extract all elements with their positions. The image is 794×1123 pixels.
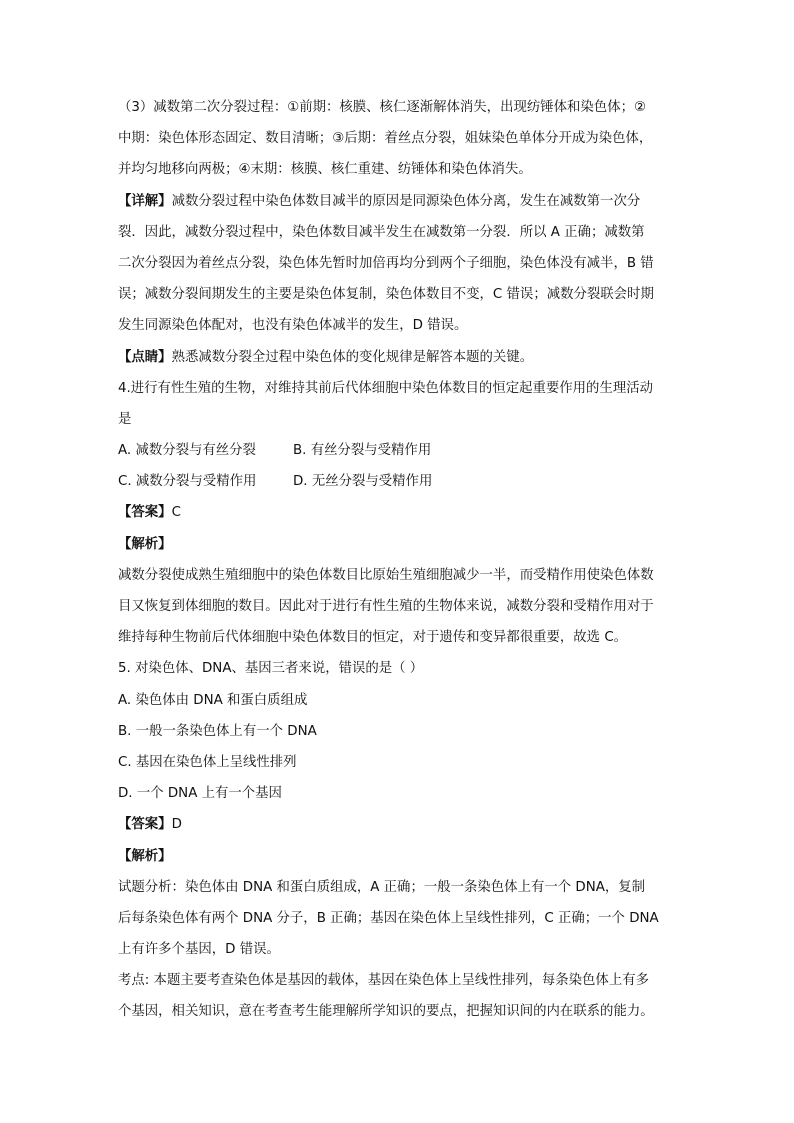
detail-line-1 [118,192,678,223]
q4-stem-line-2: 是 [118,411,132,427]
q4-analysis-line-1: 减数分裂使成熟生殖细胞中的染色体数目比原始生殖细胞减少一半，而受精作用使染色体数 [118,567,654,583]
q5-kaodian-line-2: 个基因，相关知识，意在考查考生能理解所学知识的要点，把握知识间的内在联系的能力。 [118,1004,654,1020]
pointer-text: 熟悉减数分裂全过程中染色体的变化规律是解答本题的关键。 [171,349,534,365]
detail-line-4: 误；减数分裂间期发生的主要是染色体复制，染色体数目不变，C 错误；减数分裂联会时期 [118,287,654,303]
q4-analysis-line-2: 目又恢复到体细胞的数目。因此对于进行有性生殖的生物体来说，减数分裂和受精作用对于 [118,599,654,614]
q4-answer-line [118,503,678,534]
q5-analysis-line-2: 后每条染色体有两个 DNA 分子，B 正确；基因在染色体上呈线性排列，C 正确；一个 DNA [118,910,659,926]
q4-option-d: D. 无丝分裂与受精作用 [293,474,433,490]
section3-line-3: 并均匀地移向两极；④末期：核膜、核仁重建、纺锤体和染色体消失。 [118,162,532,178]
detail-line-5: 发生同源染色体配对，也没有染色体减半的发生，D 错误。 [118,318,468,334]
document-page [118,98,678,1034]
q4-stem-line-1: 4.进行有性生殖的生物，对维持其前后代体细胞中染色体数目的恒定起重要作用的生理活动 [118,380,654,396]
section3-line-2: 中期：染色体形态固定、数目清晰；③后期：着丝点分裂，姐妹染色单体分开成为染色体， [118,131,653,147]
q5-option-b: B. 一般一条染色体上有一个 DNA [118,723,317,739]
q5-stem: 5. 对染色体、DNA、基因三者来说，错误的是（ ） [118,661,424,677]
q5-answer-line [118,815,678,846]
pointer-label: 【点睛】 [118,349,172,365]
q5-option-d: D. 一个 DNA 上有一个基因 [118,786,282,802]
q4-options-row-1 [118,441,678,472]
pointer-line [118,348,678,379]
q4-option-c: C. 减数分裂与受精作用 [118,474,257,490]
q5-analysis-line-1: 试题分析：染色体由 DNA 和蛋白质组成，A 正确；一般一条染色体上有一个 DNA，复制 [118,879,646,895]
q4-answer-label: 【答案】 [118,505,172,521]
q5-analysis-line-3: 上有许多个基因，D 错误。 [118,942,280,958]
q5-option-a: A. 染色体由 DNA 和蛋白质组成 [118,692,308,708]
q5-analysis-label: 【解析】 [118,848,172,864]
q4-options-row-2 [118,472,678,503]
q4-analysis-line-3: 维持每种生物前后代体细胞中染色体数目的恒定，对于遗传和变异都很重要，故选 C。 [118,630,628,646]
q5-answer-value: D [171,817,182,833]
q4-analysis-label: 【解析】 [118,536,172,552]
detail-line-3: 二次分裂因为着丝点分裂，染色体先暂时加倍再均分到两个子细胞，染色体没有减半，B 错 [118,255,654,271]
q4-option-a: A. 减数分裂与有丝分裂 [118,443,256,459]
section3-line-1: （3）减数第二次分裂过程：①前期：核膜、核仁逐渐解体消失，出现纺锤体和染色体；② [118,100,646,115]
q5-answer-label: 【答案】 [118,817,172,833]
q5-option-c: C. 基因在染色体上呈线性排列 [118,754,297,770]
detail-label: 【详解】 [118,193,172,209]
detail-text-1: 减数分裂过程中染色体数目减半的原因是同源染色体分离，发生在减数第一次分 [171,193,641,209]
q4-answer-value: C [171,505,181,521]
q5-kaodian-line-1: 考点: 本题主要考查染色体是基因的载体，基因在染色体上呈线性排列，每条染色体上有多 [118,973,649,989]
detail-line-2: 裂．因此，减数分裂过程中，染色体数目减半发生在减数第一分裂．所以 A 正确；减数第 [118,224,645,240]
q4-option-b: B. 有丝分裂与受精作用 [293,443,432,459]
